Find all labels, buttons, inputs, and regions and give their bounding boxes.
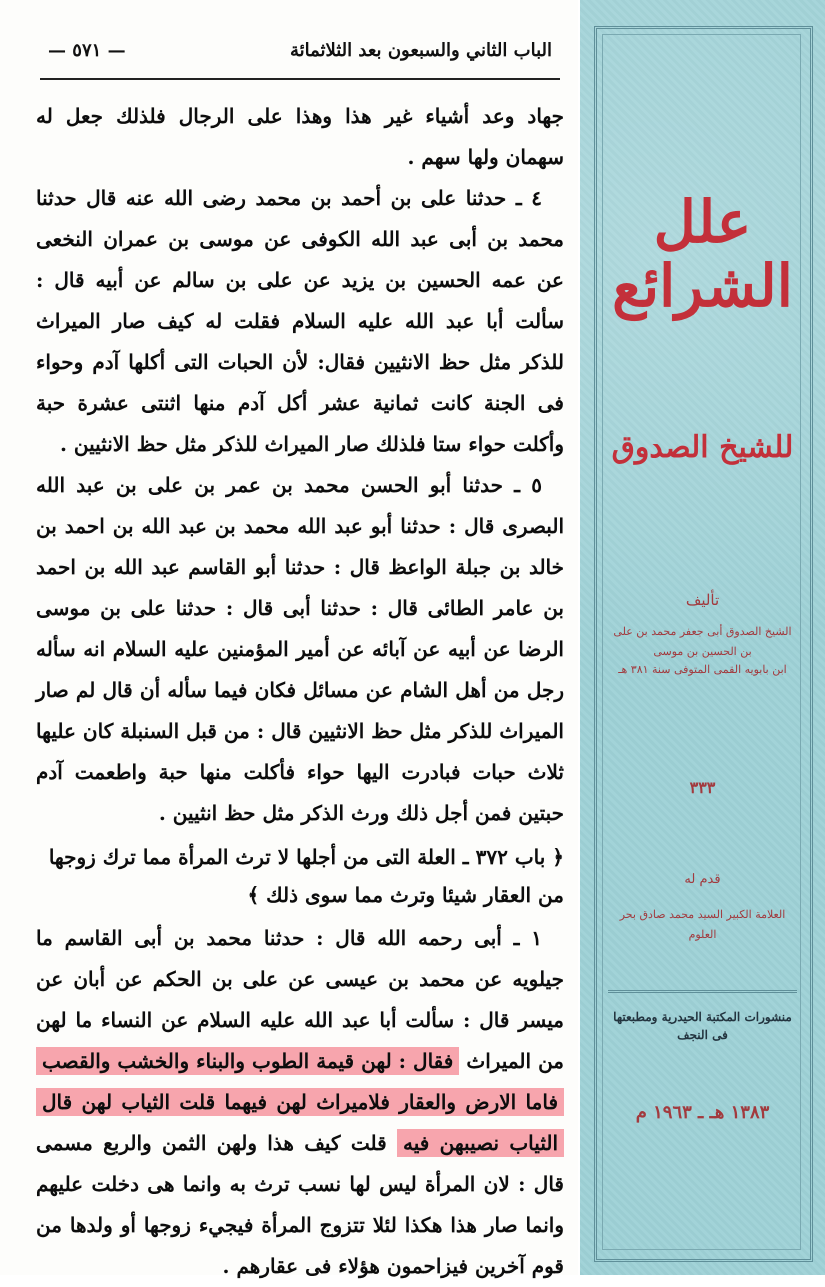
cover-number: ٣٣٣: [689, 778, 716, 797]
chapter-heading-line-1: ﴿ باب ٣٧٢ ـ العلة التى من أجلها لا ترث المرأة مما ترك زوجها: [48, 845, 564, 869]
highlighted-passage: فقال : لهن قيمة الطوب والبناء والخشب والقصب فاما الارض والعقار فلاميراث لهن فيهما قلت الثياب لهن قال الثياب نصيبهن فيه: [36, 1047, 564, 1157]
cover-publisher: منشورات المكتبة الحيدرية ومطبعتها فى النجف: [613, 1010, 792, 1042]
paragraph-text-before-highlight: ١ ـ أبى رحمه الله قال : حدثنا محمد بن أبى القاسم ما جيلويه عن محمد بن عيسى عن على بن الحكم عن أبان عن ميسر قال : سألت أبا عبد الله عليه السلام عن النساء ما لهن من الميراث: [36, 926, 565, 1073]
cover-title: علل الشرائع: [612, 188, 793, 320]
cover-author-line-2: ابن بابويه القمى المتوفى سنة ٣٨١ هـ: [618, 663, 787, 676]
header-rule: [40, 78, 560, 80]
paragraph-5: ٥ ـ حدثنا أبو الحسن محمد بن عمر بن على بن عبد الله البصرى قال : حدثنا أبو عبد الله محمد بن عبد الله بن احمد بن خالد بن جبلة الواعظ قال : حدثنا أبو القاسم عبد الله بن احمد بن عامر الطائى قال : حدثنا أبى قال : حدثنا على بن موسى الرضا عن أبيه عن آبائه عن أمير المؤمنين عليه السلام انه سأله رجل من أهل الشام عن مسائل فكان فيما سأله أن قال لم صار الميراث للذكر مثل حظ الانثيين قال : من قبل السنبلة كان عليها ثلاث حبات فبادرت اليها حواء فأكلت منها حبة واطعمت آدم حبتين فمن أجل ذلك ورث الذكر مثل حظ انثيين .: [36, 473, 564, 825]
page-number: — ٥٧١ —: [48, 39, 126, 61]
cover-intro-label: قدم له: [684, 872, 721, 887]
page-header: [40, 30, 560, 70]
page-body: [36, 96, 564, 1287]
cover-author-line-1: الشيخ الصدوق أبى جعفر محمد بن على بن الحسين بن موسى: [613, 625, 792, 658]
paragraph-1: جهاد وعد أشياء غير هذا وهذا على الرجال فلذلك جعل له سهمان ولها سهم .: [36, 104, 564, 169]
paragraph-4: ٤ ـ حدثنا على بن أحمد بن محمد رضى الله عنه قال حدثنا محمد بن أبى عبد الله الكوفى عن موسى بن عمران النخعى عن عمه الحسين بن يزيد عن على بن سالم عن أبيه قال : سألت أبا عبد الله عليه السلام فقلت له كيف صار الميراث للذكر مثل حظ الانثيين فقال: لأن الحبات التى أكلها آدم وحواء فى الجنة كانت ثمانية عشر أكل آدم منها اثنتى عشرة حبة وأكلت حواء ستا فلذلك صار الميراث للذكر مثل حظ الانثيين .: [36, 186, 564, 456]
cover-intro-by: العلامة الكبير السيد محمد صادق بحر العلوم: [619, 908, 786, 941]
cover-separator: [608, 990, 797, 993]
cover-subtitle: للشيخ الصدوق: [611, 430, 794, 465]
chapter-heading: [36, 838, 564, 914]
cover-year: ١٣٨٣ هـ ـ ١٩٦٣ م: [635, 1102, 770, 1123]
paragraph-chapter-1: [36, 918, 564, 1287]
chapter-heading-line-2: من العقار شيئا وترث مما سوى ذلك ﴾: [247, 883, 564, 907]
cover-authored-label: تأليف: [685, 591, 720, 609]
page-header-title: الباب الثاني والسبعون بعد الثلاثمائة: [289, 39, 552, 61]
book-cover: [580, 0, 825, 1275]
paragraph-text-after-highlight: قلت كيف هذا ولهن الثمن والربع مسمى قال : لان المرأة ليس لها نسب ترث به وانما هى دخلت عليهم وانما صار هذا هكذا لئلا تتزوج المرأة فيجيء زوجها أو ولدها من قوم آخرين فيزاحمون هؤلاء فى عقارهم .: [36, 1131, 564, 1278]
